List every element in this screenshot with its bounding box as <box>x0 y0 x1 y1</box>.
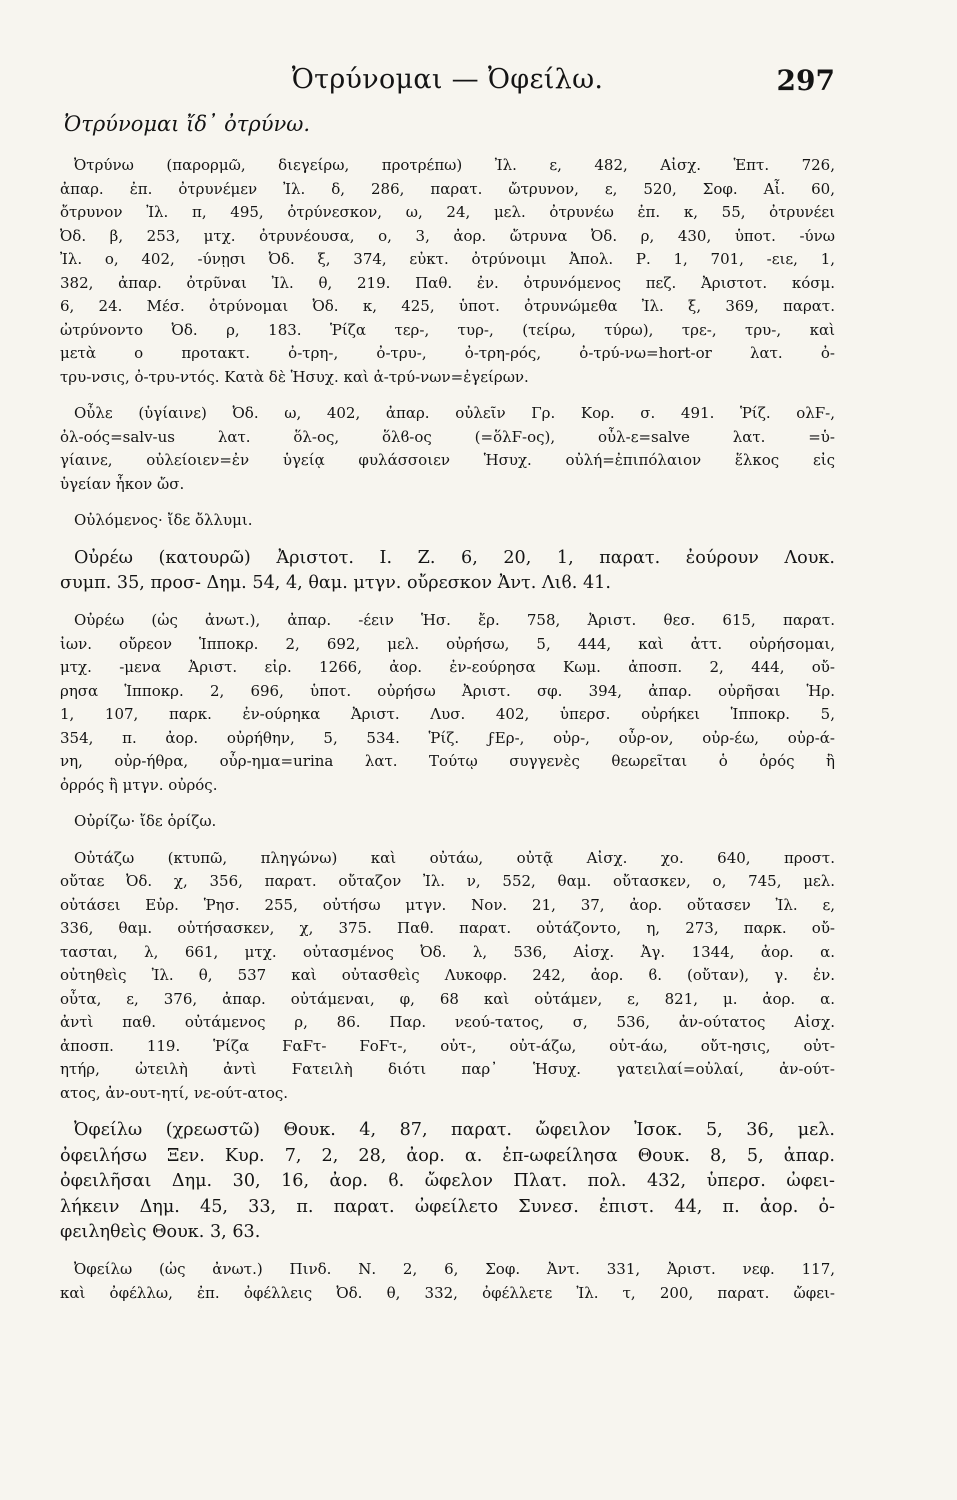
entry-line: οὖτα, ε, 376, ἀπαρ. οὐτάμεναι, φ, 68 καὶ οὐτάμεν, ε, 821, μ. ἀορ. α. <box>60 989 835 1008</box>
dictionary-entry <box>60 546 835 597</box>
entries-column <box>60 112 835 1305</box>
entry-line: ἀπαρ. ἐπ. ὀτρυνέμεν Ἰλ. δ, 286, παρατ. ὤτρυνον, ε, 520, Σοφ. Αἶ. 60, <box>60 179 835 198</box>
entry-line: Οὐρέω (κατουρῶ) Ἀριστοτ. Ι. Ζ. 6, 20, 1, παρατ. ἐούρουν Λουκ. <box>74 547 835 568</box>
entry-line: μετὰ ο προτακτ. ὀ-τρη-, ὀ-τρυ-, ὀ-τρη-ρός, ὀ-τρύ-νω=hort-or λατ. ὀ- <box>60 344 835 362</box>
entry-line: Ὀφείλω (χρεωστῶ) Θουκ. 4, 87, παρατ. ὤφειλον Ἰσοκ. 5, 36, μελ. <box>74 1120 835 1141</box>
entry-line: 354, π. ἀορ. οὐρήθην, 5, 534. Ῥίζ. ϝΕρ-, οὐρ-, οὖρ-ον, οὐρ-έω, οὐρ-ά- <box>60 728 835 747</box>
entry-line: ητήρ, ὠτειλὴ ἀντὶ Ϝατειλὴ διότι παρ᾽ Ἡσυχ. γατειλαί=οὐλαί, ἀν-ούτ- <box>60 1060 835 1079</box>
entry-line: ὀρρός ἢ μτγν. οὐρός. <box>60 775 218 794</box>
entry-line: καὶ ὀφέλλω, ἐπ. ὀφέλλεις Ὀδ. θ, 332, ὀφέλλετε Ἰλ. τ, 200, παρατ. ὤφει- <box>60 1283 835 1302</box>
entry-line: 336, θαμ. οὐτήσασκεν, χ, 375. Παθ. παρατ. οὐτάζοντο, η, 273, παρκ. οὔ- <box>60 919 835 938</box>
entry-line: Ὀτρύνομαι ἴδ᾽ ὀτρύνω. <box>64 112 311 136</box>
entry-line: νη, οὐρ-ήθρα, οὖρ-ημα=urina λατ. Τούτῳ συγγενὲς θεωρεῖται ὁ ὀρός ἢ <box>60 752 835 771</box>
entry-line: οὐτηθεὶς Ἰλ. θ, 537 καὶ οὐτασθεὶς Λυκοφρ. 242, ἀορ. ϐ. (οὔταν), γ. ἐν. <box>60 966 835 985</box>
dictionary-page <box>60 60 835 1460</box>
dictionary-entry <box>60 509 835 533</box>
entry-line: ἀντὶ παθ. οὐτάμενος ρ, 86. Παρ. νεού-τατος, σ, 536, ἀν-ούτατος Αἰσχ. <box>60 1013 835 1032</box>
entry-line: Ὀδ. β, 253, μτχ. ὀτρυνέουσα, ο, 3, ἀορ. ὤτρυνα Ὀδ. ρ, 430, ὑποτ. -ύνω <box>60 226 835 245</box>
dictionary-entry <box>60 609 835 797</box>
entry-line: ὄτρυνον Ἰλ. π, 495, ὀτρύνεσκον, ω, 24, μελ. ὀτρυνέω ἐπ. κ, 55, ὀτρυνέει <box>60 203 835 221</box>
dictionary-entry <box>60 1258 835 1305</box>
entry-line: Οὐρίζω· ἴδε ὁρίζω. <box>74 812 217 831</box>
entry-line: Ὀτρύνω (παρορμῶ, διεγείρω, προτρέπω) Ἰλ. ε, 482, Αἰσχ. Ἑπτ. 726, <box>74 156 835 174</box>
entry-line: 6, 24. Μέσ. ὀτρύνομαι Ὀδ. κ, 425, ὑποτ. ὀτρυνώμεθα Ἰλ. ξ, 369, παρατ. <box>60 297 835 315</box>
entry-line: συμπ. 35, προσ- Δημ. 54, 4, θαμ. μτγν. οὔρεσκον Ἀντ. Λιϐ. 41. <box>60 572 611 593</box>
entry-line: τασται, λ, 661, μτχ. οὐτασμένος Ὀδ. λ, 536, Αἰσχ. Ἀγ. 1344, ἀορ. α. <box>60 942 835 961</box>
dictionary-entry <box>60 1118 835 1245</box>
entry-line: Οὐλόμενος· ἴδε ὄλλυμι. <box>74 511 253 529</box>
running-title: Ὀτρύνομαι — Ὀφείλω. <box>291 64 604 95</box>
headword-title <box>64 112 835 136</box>
entry-line: ὀλ-οός=salv-us λατ. ὅλ-ος, ὅλϐ-ος (=ὅλϜ-ος), οὖλ-ε=salve λατ. =ὑ- <box>60 427 835 446</box>
entry-line: φειληθεὶς Θουκ. 3, 63. <box>60 1221 261 1242</box>
dictionary-entry <box>60 847 835 1106</box>
entry-line: ὠτρύνοντο Ὀδ. ρ, 183. Ῥίζα τερ-, τυρ-, (τείρω, τύρω), τρε-, τρυ-, καὶ <box>60 320 835 339</box>
entry-line: Ὀφείλω (ὡς ἀνωτ.) Πινδ. Ν. 2, 6, Σοφ. Ἀντ. 331, Ἀριστ. νεφ. 117, <box>74 1260 835 1279</box>
entry-line: ὀφειλῆσαι Δημ. 30, 16, ἀορ. ϐ. ὤφελον Πλατ. πολ. 432, ὑπερσ. ὠφει- <box>60 1171 835 1192</box>
page-number: 297 <box>776 64 835 97</box>
entry-line: οὐτάσει Εὐρ. Ῥησ. 255, οὐτήσω μτγν. Νον. 21, 37, ἀορ. οὔτασεν Ἰλ. ε, <box>60 895 835 914</box>
entry-line: ὀφειλήσω Ξεν. Κυρ. 7, 2, 28, ἀορ. α. ἐπ-ωφείλησα Θουκ. 8, 5, ἀπαρ. <box>60 1145 835 1166</box>
entry-line: Οὐρέω (ὡς ἀνωτ.), ἀπαρ. -έειν Ἡσ. ἔρ. 758, Ἀριστ. θεσ. 615, παρατ. <box>74 611 835 630</box>
entry-line: οὔταε Ὀδ. χ, 356, παρατ. οὔταζον Ἰλ. ν, 552, θαμ. οὔτασκεν, ο, 745, μελ. <box>60 872 835 891</box>
entry-line: ατος, ἀν-ουτ-ητί, νε-ούτ-ατος. <box>60 1083 289 1102</box>
dictionary-entry <box>60 402 835 496</box>
entry-line: Οὖλε (ὑγίαινε) Ὀδ. ω, 402, ἀπαρ. οὐλεῖν Γρ. Κορ. σ. 491. Ῥίζ. ολϜ-, <box>74 404 835 422</box>
entry-line: Οὐτάζω (κτυπῶ, πληγώνω) καὶ οὐτάω, οὐτᾷ Αἰσχ. χο. 640, προστ. <box>74 848 835 867</box>
entry-line: ὑγείαν ἧκον ὤσ. <box>60 474 185 493</box>
entry-line: Ἰλ. ο, 402, -ύνῃσι Ὀδ. ξ, 374, εὐκτ. ὀτρύνοιμι Ἀπολ. Ρ. 1, 701, -ειε, 1, <box>60 250 835 268</box>
entry-line: λήκειν Δημ. 45, 33, π. παρατ. ὠφείλετο Συνεσ. ἐπιστ. 44, π. ἀορ. ὀ- <box>60 1196 835 1217</box>
entry-line: μτχ. -μενα Ἀριστ. εἰρ. 1266, ἀορ. ἐν-εούρησα Κωμ. ἀποσπ. 2, 444, οὔ- <box>60 658 835 677</box>
entry-line: ἀποσπ. 119. Ῥίζα ϜαϜτ- ϜοϜτ-, οὐτ-, οὐτ-άζω, οὐτ-άω, οὔτ-ησις, οὐτ- <box>60 1036 835 1055</box>
running-head <box>60 60 835 106</box>
entry-line: ρησα Ἱπποκρ. 2, 696, ὑποτ. οὐρήσω Ἀριστ. σφ. 394, ἀπαρ. οὐρῆσαι Ἡρ. <box>60 681 835 700</box>
dictionary-entry <box>60 154 835 389</box>
entry-line: γίαινε, οὐλείοιεν=ἐν ὑγείᾳ φυλάσσοιεν Ἡσυχ. οὐλή=ἐπιπόλαιον ἕλκος εἰς <box>60 451 835 469</box>
entry-line: ἰων. οὔρεον Ἱπποκρ. 2, 692, μελ. οὐρήσω, 5, 444, καὶ ἀττ. οὐρήσομαι, <box>60 634 835 653</box>
entry-line: 1, 107, παρκ. ἐν-ούρηκα Ἀριστ. Λυσ. 402, ὑπερσ. οὐρήκει Ἱπποκρ. 5, <box>60 705 835 724</box>
dictionary-entry <box>60 810 835 834</box>
entry-line: τρυ-νσις, ὀ-τρυ-ντός. Κατὰ δὲ Ἡσυχ. καὶ ἀ-τρύ-νων=ἐγείρων. <box>60 367 529 386</box>
entry-line: 382, ἀπαρ. ὀτρῦναι Ἰλ. θ, 219. Παθ. ἐν. ὀτρυνόμενος πεζ. Ἀριστοτ. κόσμ. <box>60 273 835 292</box>
